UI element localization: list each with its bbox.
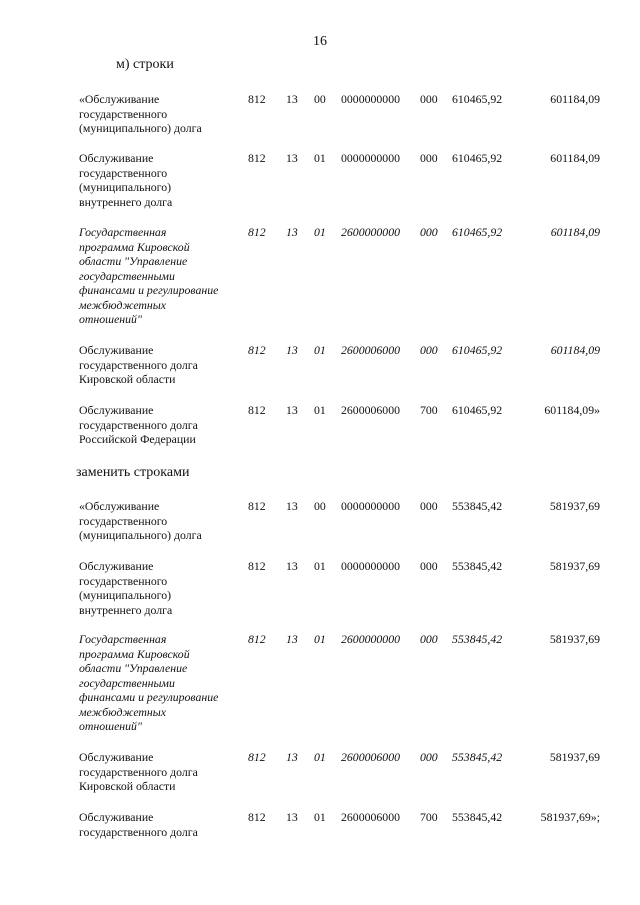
sum-year-1: 553845,42: [452, 810, 503, 824]
expense-type-code: 000: [420, 225, 438, 239]
ved-code: 812: [248, 225, 266, 239]
section-code: 13: [286, 151, 298, 165]
section-code: 13: [286, 559, 298, 573]
section-code: 13: [286, 403, 298, 417]
target-article-code: 2600000000: [341, 632, 400, 646]
sum-year-2: 601184,09: [550, 151, 600, 165]
section-code: 13: [286, 810, 298, 824]
subsection-code: 01: [314, 225, 326, 239]
ved-code: 812: [248, 343, 266, 357]
sum-year-2: 601184,09»: [544, 403, 600, 417]
section-code: 13: [286, 750, 298, 764]
heading-replace-with: заменить строками: [76, 465, 190, 480]
subsection-code: 01: [314, 810, 326, 824]
target-article-code: 2600000000: [341, 225, 400, 239]
sum-year-1: 610465,92: [452, 343, 503, 357]
row-name: Обслуживание государственного долга Российской Федерации: [79, 403, 198, 446]
expense-type-code: 000: [420, 92, 438, 106]
expense-type-code: 000: [420, 632, 438, 646]
sum-year-2: 581937,69: [549, 750, 600, 764]
subsection-code: 00: [314, 499, 326, 513]
target-article-code: 0000000000: [341, 151, 400, 165]
section-code: 13: [286, 499, 298, 513]
expense-type-code: 000: [420, 499, 438, 513]
expense-type-code: 000: [420, 559, 438, 573]
subsection-code: 00: [314, 92, 326, 106]
section-code: 13: [286, 92, 298, 106]
target-article-code: 0000000000: [341, 499, 400, 513]
row-name: Государственная программа Кировской области "Управление государственными финансами и регулирование межбюджетных отношений": [79, 225, 219, 326]
sum-year-1: 610465,92: [452, 403, 503, 417]
sum-year-2: 601184,09: [550, 92, 600, 106]
sum-year-1: 553845,42: [452, 559, 503, 573]
row-name: «Обслуживание государственного (муниципального) долга: [79, 92, 202, 135]
subsection-code: 01: [314, 151, 326, 165]
sum-year-2: 581937,69: [549, 632, 600, 646]
ved-code: 812: [248, 632, 266, 646]
ved-code: 812: [248, 499, 266, 513]
row-name: «Обслуживание государственного (муниципального) долга: [79, 499, 202, 542]
expense-type-code: 700: [420, 403, 438, 417]
expense-type-code: 000: [420, 151, 438, 165]
row-name: Обслуживание государственного долга Кировской области: [79, 343, 198, 386]
sum-year-1: 610465,92: [452, 225, 503, 239]
row-name: Обслуживание государственного (муниципального) внутреннего долга: [79, 151, 173, 209]
subsection-code: 01: [314, 750, 326, 764]
row-name: Государственная программа Кировской области "Управление государственными финансами и регулирование межбюджетных отношений": [79, 632, 219, 733]
sum-year-2: 581937,69»;: [540, 810, 600, 824]
expense-type-code: 000: [420, 343, 438, 357]
target-article-code: 2600006000: [341, 750, 400, 764]
ved-code: 812: [248, 750, 266, 764]
ved-code: 812: [248, 151, 266, 165]
subsection-code: 01: [314, 403, 326, 417]
ved-code: 812: [248, 92, 266, 106]
row-name: Обслуживание государственного долга Кировской области: [79, 750, 198, 793]
sum-year-2: 601184,09: [550, 225, 600, 239]
ved-code: 812: [248, 403, 266, 417]
section-code: 13: [286, 225, 298, 239]
target-article-code: 0000000000: [341, 559, 400, 573]
sum-year-1: 553845,42: [452, 632, 503, 646]
sum-year-1: 610465,92: [452, 92, 503, 106]
expense-type-code: 700: [420, 810, 438, 824]
target-article-code: 2600006000: [341, 810, 400, 824]
target-article-code: 2600006000: [341, 343, 400, 357]
subsection-code: 01: [314, 632, 326, 646]
ved-code: 812: [248, 559, 266, 573]
sum-year-2: 601184,09: [550, 343, 600, 357]
section-code: 13: [286, 632, 298, 646]
sum-year-2: 581937,69: [549, 559, 600, 573]
row-name: Обслуживание государственного (муниципального) внутреннего долга: [79, 559, 173, 617]
sum-year-1: 610465,92: [452, 151, 503, 165]
subsection-code: 01: [314, 343, 326, 357]
ved-code: 812: [248, 810, 266, 824]
row-name: Обслуживание государственного долга: [79, 810, 198, 839]
expense-type-code: 000: [420, 750, 438, 764]
sum-year-1: 553845,42: [452, 499, 503, 513]
subsection-code: 01: [314, 559, 326, 573]
target-article-code: 0000000000: [341, 92, 400, 106]
page-number: 16: [313, 34, 327, 49]
section-code: 13: [286, 343, 298, 357]
heading-replace-rows: м) строки: [116, 57, 174, 72]
sum-year-1: 553845,42: [452, 750, 503, 764]
sum-year-2: 581937,69: [549, 499, 600, 513]
target-article-code: 2600006000: [341, 403, 400, 417]
